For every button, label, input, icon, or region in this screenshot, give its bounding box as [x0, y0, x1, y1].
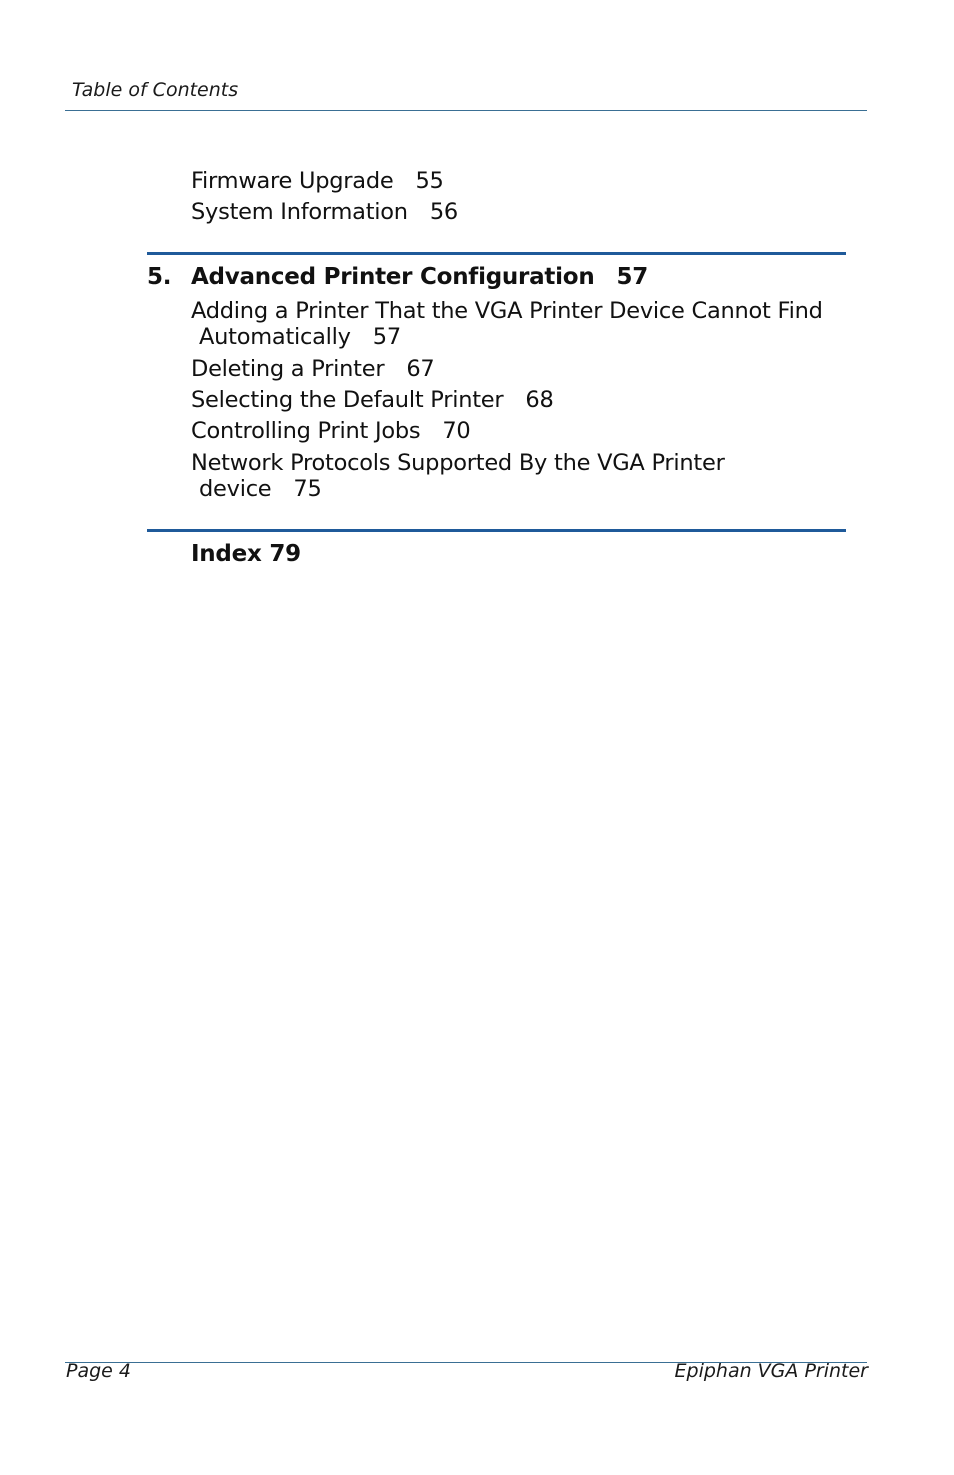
toc-entry-page: 57: [372, 324, 401, 350]
header-rule: [65, 110, 867, 111]
toc-entry-title: Firmware Upgrade: [191, 168, 394, 194]
toc-entry-page: 55: [415, 168, 444, 194]
footer-product-name: Epiphan VGA Printer: [674, 1360, 868, 1382]
toc-entry-adding-printer[interactable]: [191, 298, 823, 350]
chapter-number: 5.: [147, 264, 172, 290]
toc-entry-system-information[interactable]: [191, 199, 458, 225]
toc-entry-print-jobs[interactable]: [191, 418, 470, 444]
toc-entry-page: 68: [525, 387, 554, 413]
section-rule: [147, 252, 846, 255]
toc-entry-title: Selecting the Default Printer: [191, 387, 504, 413]
toc-entry-title: Adding a Printer That the VGA Printer Device Cannot Find: [191, 298, 823, 324]
toc-entry-title-continuation: Automatically: [199, 324, 351, 350]
toc-entry-page: 75: [293, 476, 322, 502]
toc-entry-title: Network Protocols Supported By the VGA Printer: [191, 450, 725, 476]
toc-entry-page: 70: [442, 418, 471, 444]
footer-page-number: Page 4: [66, 1360, 131, 1382]
section-rule: [147, 529, 846, 532]
toc-entry-title: Controlling Print Jobs: [191, 418, 421, 444]
toc-entry-firmware-upgrade[interactable]: [191, 168, 444, 194]
toc-entry-deleting-printer[interactable]: [191, 356, 434, 382]
running-header: Table of Contents: [72, 79, 239, 101]
chapter-title: Advanced Printer Configuration: [191, 264, 595, 290]
toc-entry-default-printer[interactable]: [191, 387, 554, 413]
toc-entry-page: 56: [429, 199, 458, 225]
toc-entry-title: Deleting a Printer: [191, 356, 385, 382]
toc-entry-page: 67: [406, 356, 435, 382]
toc-entry-title-continuation: device: [199, 476, 272, 502]
toc-chapter-5[interactable]: [147, 264, 648, 290]
toc-entry-network-protocols[interactable]: [191, 450, 725, 502]
toc-entry-title: System Information: [191, 199, 408, 225]
toc-index-entry[interactable]: Index 79: [191, 541, 301, 567]
chapter-page: 57: [616, 264, 648, 290]
